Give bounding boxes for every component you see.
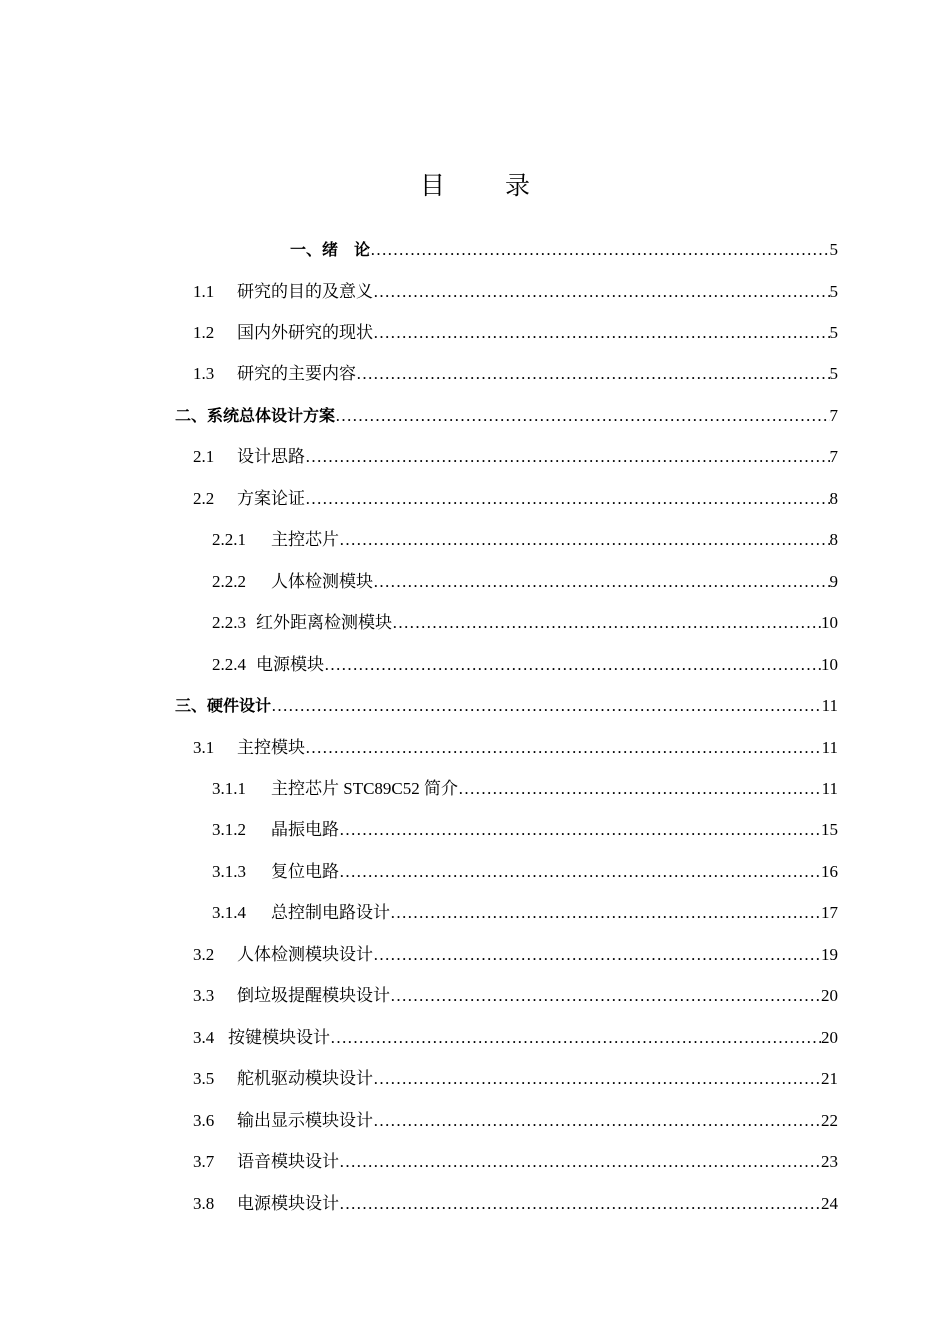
toc-entry-number: 1.3: [193, 364, 215, 383]
toc-leader-dots: [373, 1109, 821, 1133]
toc-entry-page: 5: [829, 240, 838, 259]
toc-entry[interactable]: [193, 1109, 838, 1133]
toc-entry[interactable]: [193, 445, 838, 469]
toc-leader-dots: [373, 280, 830, 304]
toc-entry-number: 3.5: [193, 1069, 215, 1088]
toc-leader-dots: [458, 777, 822, 801]
toc-entry-label: 方案论证: [237, 489, 305, 508]
toc-leader-dots: [330, 1026, 821, 1050]
toc-entry-page: 9: [829, 572, 838, 591]
toc-entry-page: 21: [821, 1069, 838, 1088]
toc-entry-page: 8: [829, 530, 838, 549]
toc-title: 目 录: [420, 171, 556, 200]
toc-entry[interactable]: [193, 1026, 838, 1050]
toc-entry-label: 总控制电路设计: [271, 903, 390, 922]
toc-leader-dots: [335, 404, 829, 428]
toc-entry-page: 20: [821, 1028, 838, 1047]
toc-entry-label: 语音模块设计: [237, 1152, 339, 1171]
toc-entry[interactable]: [290, 238, 838, 262]
toc-leader-dots: [339, 860, 821, 884]
toc-entry-number: 1.1: [193, 282, 215, 301]
toc-entry-label: 晶振电路: [271, 820, 339, 839]
toc-leader-dots: [392, 611, 821, 635]
toc-entry[interactable]: [212, 860, 838, 884]
toc-entry-label: 研究的主要内容: [237, 364, 356, 383]
toc-entry-page: 11: [821, 779, 838, 798]
toc-leader-dots: [305, 445, 830, 469]
toc-entry-page: 24: [821, 1194, 838, 1213]
toc-entry[interactable]: [193, 736, 838, 760]
toc-entry-label: 设计思路: [237, 447, 305, 466]
toc-entry[interactable]: [212, 611, 838, 635]
toc-entry-number: 3.1.1: [212, 779, 246, 798]
toc-entry-label: 按键模块设计: [228, 1028, 330, 1047]
toc-entry[interactable]: [212, 653, 838, 677]
toc-entry-label: 电源模块: [256, 655, 324, 674]
toc-leader-dots: [373, 321, 830, 345]
toc-entry-number: 3.1.3: [212, 862, 246, 881]
toc-entry-page: 5: [829, 364, 838, 383]
toc-leader-dots: [390, 901, 821, 925]
toc-entry[interactable]: [212, 777, 838, 801]
toc-entry-number: 3.2: [193, 945, 215, 964]
toc-leader-dots: [324, 653, 821, 677]
toc-entry-number: 3.1: [193, 738, 215, 757]
toc-entry-page: 10: [821, 613, 838, 632]
toc-entry-number: 3.7: [193, 1152, 215, 1171]
toc-entry-label: 复位电路: [271, 862, 339, 881]
toc-entry[interactable]: [175, 694, 838, 718]
toc-entry-number: 2.2.1: [212, 530, 246, 549]
toc-entry[interactable]: [212, 901, 838, 925]
toc-entry-label: 国内外研究的现状: [237, 323, 373, 342]
toc-entry-number: 2.2.2: [212, 572, 246, 591]
toc-entry-page: 22: [821, 1111, 838, 1130]
toc-entry-number: 2.2: [193, 489, 215, 508]
toc-entry-number: 3.3: [193, 986, 215, 1005]
toc-entry[interactable]: [175, 404, 838, 428]
toc-entry-label: 二、系统总体设计方案: [175, 406, 336, 425]
toc-entry-number: 3.1.2: [212, 820, 246, 839]
toc-entry-page: 11: [821, 738, 838, 757]
toc-leader-dots: [339, 1150, 821, 1174]
toc-entry-page: 11: [821, 696, 838, 715]
toc-entry-label: 人体检测模块设计: [237, 945, 373, 964]
toc-entry-page: 8: [829, 489, 838, 508]
toc-entry-label: 电源模块设计: [237, 1194, 339, 1213]
toc-entry-label: 主控模块: [237, 738, 305, 757]
toc-entry[interactable]: [193, 280, 838, 304]
toc-entry-page: 20: [821, 986, 838, 1005]
toc-entry-label: 研究的目的及意义: [237, 282, 373, 301]
toc-entry-page: 7: [829, 447, 838, 466]
toc-entry[interactable]: [193, 362, 838, 386]
toc-entry[interactable]: [193, 321, 838, 345]
toc-entry-number: 1.2: [193, 323, 215, 342]
toc-entry-page: 15: [821, 820, 838, 839]
toc-entry-label: 三、硬件设计: [175, 696, 272, 715]
toc-entry-page: 5: [829, 282, 838, 301]
toc-entry[interactable]: [212, 528, 838, 552]
toc-entry-number: 2.1: [193, 447, 215, 466]
toc-leader-dots: [305, 736, 822, 760]
toc-leader-dots: [271, 694, 822, 718]
toc-entry-page: 5: [829, 323, 838, 342]
toc-entry-label: 主控芯片: [271, 530, 339, 549]
toc-leader-dots: [370, 238, 829, 262]
toc-entry-label: 主控芯片 STC89C52 简介: [271, 779, 459, 798]
toc-leader-dots: [390, 984, 821, 1008]
toc-leader-dots: [339, 818, 821, 842]
toc-entry-label: 倒垃圾提醒模块设计: [237, 986, 390, 1005]
toc-entry-page: 17: [821, 903, 838, 922]
toc-leader-dots: [305, 487, 830, 511]
toc-entry-page: 10: [821, 655, 838, 674]
toc-leader-dots: [373, 570, 830, 594]
toc-entry[interactable]: [193, 487, 838, 511]
toc-entry-page: 7: [829, 406, 838, 425]
toc-leader-dots: [373, 1067, 821, 1091]
toc-entry-number: 3.6: [193, 1111, 215, 1130]
toc-entry-number: 3.1.4: [212, 903, 246, 922]
toc-leader-dots: [339, 528, 830, 552]
toc-entry-label: 输出显示模块设计: [237, 1111, 373, 1130]
toc-entry-number: 2.2.3: [212, 613, 246, 632]
toc-leader-dots: [356, 362, 830, 386]
toc-entry[interactable]: [193, 1067, 838, 1091]
toc-entry-label: 一、绪 论: [290, 240, 371, 259]
toc-leader-dots: [339, 1192, 821, 1216]
toc-entry-number: 3.8: [193, 1194, 215, 1213]
toc-leader-dots: [373, 943, 821, 967]
toc-entry-number: 3.4: [193, 1028, 215, 1047]
toc-entry-number: 2.2.4: [212, 655, 246, 674]
toc-entry-label: 红外距离检测模块: [256, 613, 392, 632]
toc-entry[interactable]: [212, 818, 838, 842]
toc-entry[interactable]: [193, 943, 838, 967]
toc-entry-page: 16: [821, 862, 838, 881]
toc-entry-label: 人体检测模块: [271, 572, 373, 591]
toc-entry[interactable]: [212, 570, 838, 594]
toc-entry-page: 19: [821, 945, 838, 964]
toc-entry[interactable]: [193, 1192, 838, 1216]
toc-entry[interactable]: [193, 984, 838, 1008]
toc-entry[interactable]: [193, 1150, 838, 1174]
toc-entry-label: 舵机驱动模块设计: [237, 1069, 373, 1088]
toc-entry-page: 23: [821, 1152, 838, 1171]
